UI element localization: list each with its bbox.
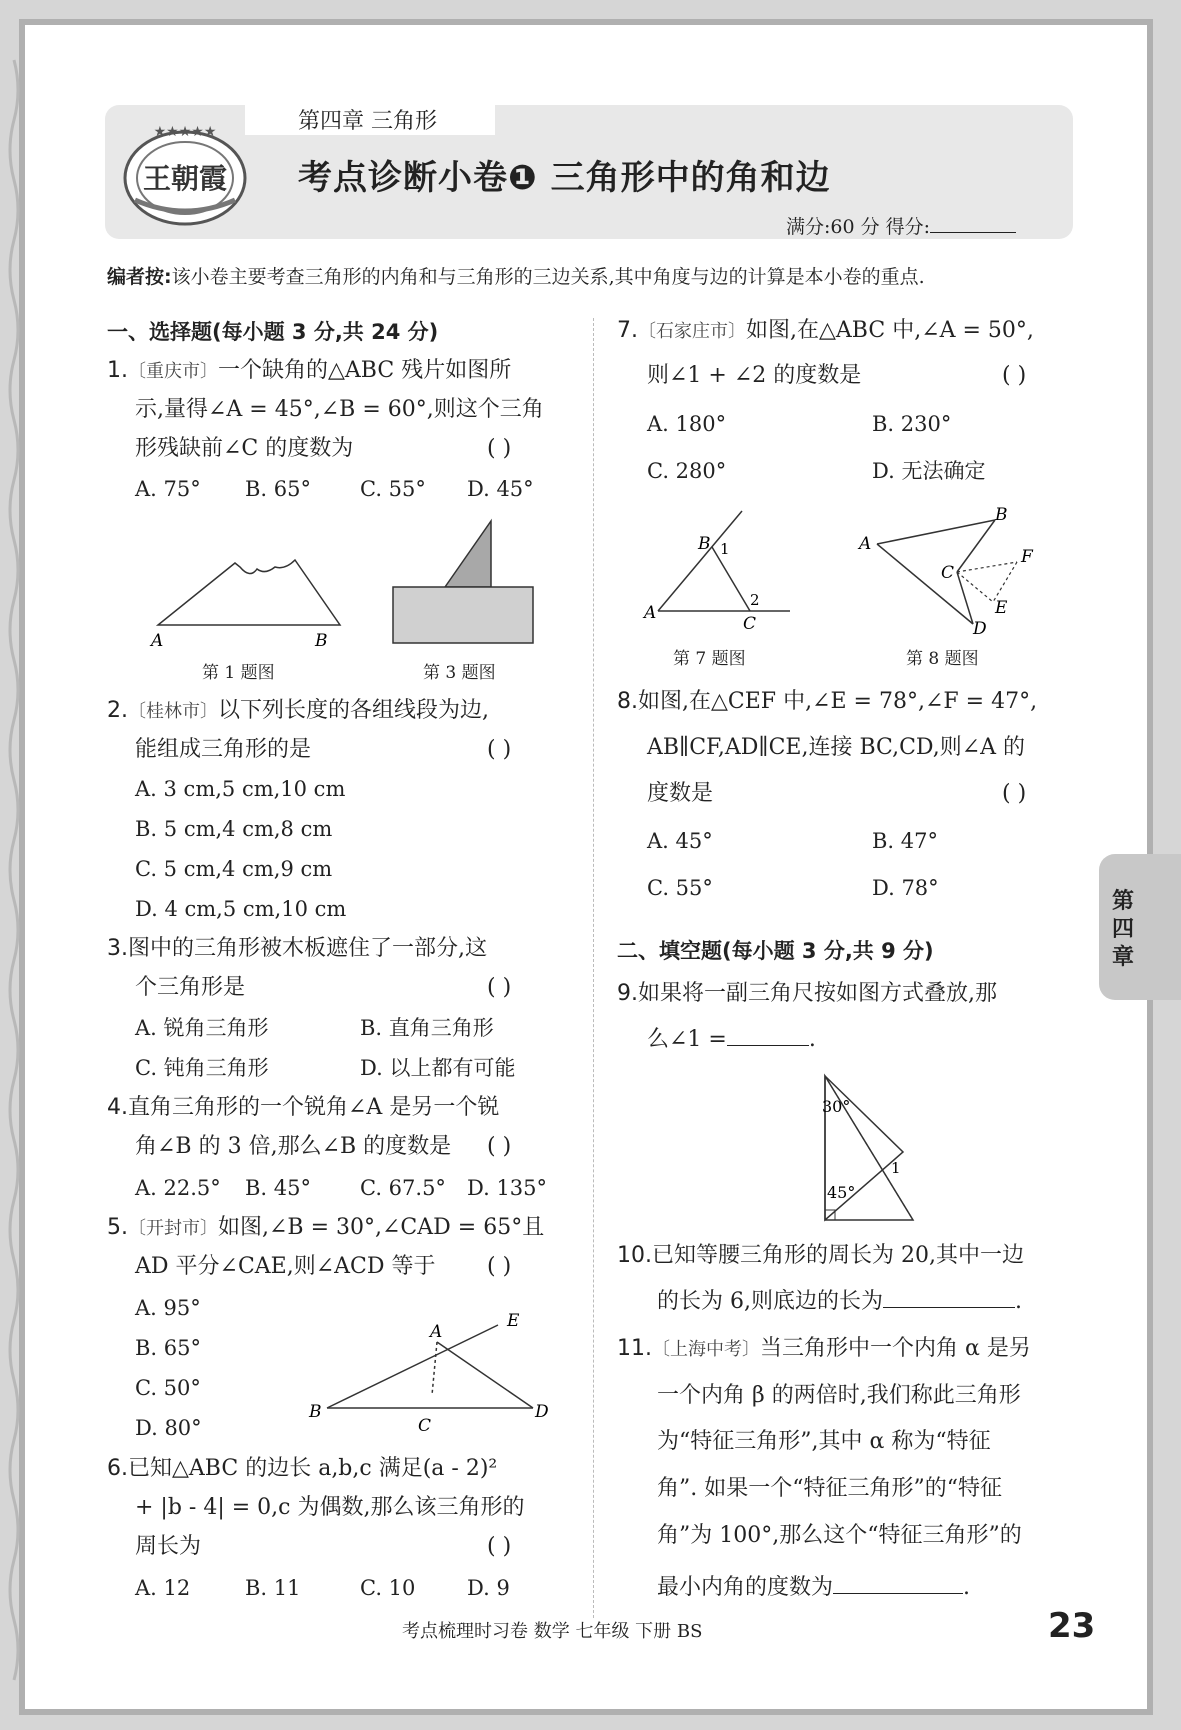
q1-option-b[interactable]: B. 65° — [245, 477, 312, 501]
section2-heading: 二、填空题(每小题 3 分,共 9 分) — [617, 939, 934, 963]
fig8-label-e: E — [995, 598, 1008, 618]
figure-5 — [305, 1295, 560, 1435]
score-label: 满分:60 分 得分: — [786, 210, 1016, 239]
q9-answer-blank[interactable] — [727, 1023, 809, 1046]
q11-line2: 一个内角 β 的两倍时,我们称此三角形 — [657, 1383, 1021, 1408]
q6-option-d[interactable]: D. 9 — [467, 1576, 510, 1600]
q5-option-a[interactable]: A. 95° — [135, 1296, 201, 1320]
fig8-label-f: F — [1021, 547, 1033, 567]
fig8-caption: 第 8 题图 — [906, 649, 979, 669]
q11-answer-blank[interactable] — [833, 1571, 963, 1594]
q1-line2: 示,量得∠A = 45°,∠B = 60°,则这个三角 — [135, 397, 544, 422]
q8-line1: 8.如图,在△CEF 中,∠E = 78°,∠F = 47°, — [617, 689, 1038, 714]
q6-option-a[interactable]: A. 12 — [135, 1576, 191, 1600]
q4-answer-paren[interactable]: ( ) — [487, 1134, 512, 1159]
q7-line1: 7.〔石家庄市〕如图,在△ABC 中,∠A = 50°, — [617, 318, 1034, 343]
q3-option-b[interactable]: B. 直角三角形 — [360, 1016, 494, 1040]
q7-option-b[interactable]: B. 230° — [872, 412, 952, 436]
q11-line3: 为“特征三角形”,其中 α 称为“特征 — [657, 1429, 991, 1454]
q3-option-a[interactable]: A. 锐角三角形 — [135, 1016, 269, 1040]
fig5-label-b: B — [309, 1402, 322, 1422]
column-divider — [593, 318, 594, 1618]
fig8-label-a: A — [859, 534, 872, 554]
q2-option-c[interactable]: C. 5 cm,4 cm,9 cm — [135, 857, 333, 881]
logo-text: 王朝霞 — [142, 162, 228, 195]
q11-line1: 11.〔上海中考〕当三角形中一个内角 α 是另 — [617, 1336, 1031, 1361]
figure-8 — [855, 502, 1050, 637]
q2-answer-paren[interactable]: ( ) — [487, 737, 512, 762]
fig7-label-1: 1 — [720, 540, 730, 558]
fig9-label-45: 45° — [827, 1183, 856, 1202]
q6-line2: + |b - 4| = 0,c 为偶数,那么该三角形的 — [135, 1495, 525, 1520]
q8-option-b[interactable]: B. 47° — [872, 829, 939, 853]
page-number: 23 — [1048, 1606, 1096, 1646]
q1-option-d[interactable]: D. 45° — [467, 477, 534, 501]
q5-line1: 5.〔开封市〕如图,∠B = 30°,∠CAD = 65°且 — [107, 1215, 545, 1240]
q7-option-d[interactable]: D. 无法确定 — [872, 459, 986, 483]
fig1-label-b: B — [315, 631, 328, 650]
q2-option-a[interactable]: A. 3 cm,5 cm,10 cm — [135, 777, 346, 801]
q7-option-a[interactable]: A. 180° — [647, 412, 727, 436]
q5-option-d[interactable]: D. 80° — [135, 1416, 202, 1440]
fig1-label-a: A — [151, 631, 164, 650]
q4-option-a[interactable]: A. 22.5° — [135, 1176, 221, 1200]
fig7-label-c: C — [743, 614, 757, 630]
q10-line2: 的长为 6,则底边的长为 . — [657, 1283, 1022, 1321]
fig8-label-d: D — [973, 619, 987, 637]
q9-line2: 么∠1 = . — [647, 1021, 816, 1059]
q5-option-c[interactable]: C. 50° — [135, 1376, 201, 1400]
q2-option-b[interactable]: B. 5 cm,4 cm,8 cm — [135, 817, 333, 841]
q3-line1: 3.图中的三角形被木板遮住了一部分,这 — [107, 936, 487, 961]
fig7-label-2: 2 — [750, 591, 760, 609]
q3-option-c[interactable]: C. 钝角三角形 — [135, 1056, 269, 1080]
q8-option-d[interactable]: D. 78° — [872, 876, 939, 900]
q10-answer-blank[interactable] — [883, 1285, 1015, 1308]
q3-option-d[interactable]: D. 以上都有可能 — [360, 1056, 516, 1080]
q2-line1: 2.〔桂林市〕以下列长度的各组线段为边, — [107, 698, 489, 723]
q5-option-b[interactable]: B. 65° — [135, 1336, 202, 1360]
fig8-label-c: C — [941, 563, 955, 583]
q8-option-c[interactable]: C. 55° — [647, 876, 713, 900]
q8-line2: AB∥CF,AD∥CE,连接 BC,CD,则∠A 的 — [647, 735, 1026, 760]
q7-option-c[interactable]: C. 280° — [647, 459, 727, 483]
page-title: 考点诊断小卷❶ 三角形中的角和边 — [298, 158, 831, 198]
figure-7 — [640, 505, 795, 630]
figure-9 — [815, 1070, 925, 1230]
q3-line2: 个三角形是 — [135, 975, 246, 1000]
section1-heading: 一、选择题(每小题 3 分,共 24 分) — [107, 320, 439, 344]
q11-line5: 角”为 100°,那么这个“特征三角形”的 — [657, 1523, 1022, 1548]
fig5-label-d: D — [535, 1402, 549, 1422]
q1-answer-paren[interactable]: ( ) — [487, 436, 512, 461]
fig5-label-e: E — [507, 1311, 520, 1331]
fig3-caption: 第 3 题图 — [423, 663, 496, 683]
q8-answer-paren[interactable]: ( ) — [1002, 781, 1027, 806]
q2-line2: 能组成三角形的是 — [135, 737, 312, 762]
fig7-label-b: B — [698, 534, 711, 554]
fig9-label-1: 1 — [891, 1159, 901, 1177]
q4-line2: 角∠B 的 3 倍,那么∠B 的度数是 — [135, 1134, 452, 1159]
q5-line2: AD 平分∠CAE,则∠ACD 等于 — [135, 1254, 436, 1279]
q10-line1: 10.已知等腰三角形的周长为 20,其中一边 — [617, 1243, 1024, 1268]
fig5-label-c: C — [418, 1416, 432, 1435]
q6-option-b[interactable]: B. 11 — [245, 1576, 301, 1600]
q1-option-c[interactable]: C. 55° — [360, 477, 426, 501]
q7-line2: 则∠1 + ∠2 的度数是 — [647, 363, 862, 388]
svg-text:★★★★★: ★★★★★ — [153, 124, 217, 140]
q1-option-a[interactable]: A. 75° — [135, 477, 201, 501]
fig9-label-30: 30° — [822, 1097, 851, 1116]
side-tab-label: 第 四 章 — [1112, 889, 1135, 970]
chapter-label: 第四章 三角形 — [298, 109, 437, 134]
q9-line1: 9.如果将一副三角尺按如图方式叠放,那 — [617, 981, 997, 1006]
editor-note: 编者按:该小卷主要考查三角形的内角和与三角形的三边关系,其中角度与边的计算是本小卷的重点. — [107, 266, 925, 288]
fig8-label-b: B — [995, 505, 1008, 525]
q1-line3: 形残缺前∠C 的度数为 — [135, 436, 354, 461]
q7-answer-paren[interactable]: ( ) — [1002, 363, 1027, 388]
q8-line3: 度数是 — [647, 781, 714, 806]
q6-line3: 周长为 — [135, 1534, 202, 1559]
q5-answer-paren[interactable]: ( ) — [487, 1254, 512, 1279]
q4-option-b[interactable]: B. 45° — [245, 1176, 312, 1200]
fig5-label-a: A — [430, 1322, 443, 1342]
fig7-caption: 第 7 题图 — [673, 649, 746, 669]
q11-line6: 最小内角的度数为 . — [657, 1569, 970, 1607]
score-blank[interactable] — [930, 210, 1016, 233]
q4-option-d[interactable]: D. 135° — [467, 1176, 548, 1200]
q2-option-d[interactable]: D. 4 cm,5 cm,10 cm — [135, 897, 347, 921]
q6-option-c[interactable]: C. 10 — [360, 1576, 416, 1600]
q6-line1: 6.已知△ABC 的边长 a,b,c 满足(a - 2)² — [107, 1456, 498, 1481]
q4-line1: 4.直角三角形的一个锐角∠A 是另一个锐 — [107, 1095, 500, 1120]
q3-answer-paren[interactable]: ( ) — [487, 975, 512, 1000]
q4-option-c[interactable]: C. 67.5° — [360, 1176, 446, 1200]
footer-text: 考点梳理时习卷 数学 七年级 下册 BS — [402, 1621, 703, 1642]
q8-option-a[interactable]: A. 45° — [647, 829, 713, 853]
q1-line1: 1.〔重庆市〕一个缺角的△ABC 残片如图所 — [107, 358, 512, 383]
q6-answer-paren[interactable]: ( ) — [487, 1534, 512, 1559]
figure-1 — [145, 545, 345, 650]
fig7-label-a: A — [644, 603, 657, 623]
publisher-logo — [115, 118, 255, 233]
fig1-caption: 第 1 题图 — [202, 663, 275, 683]
q11-line4: 角”. 如果一个“特征三角形”的“特征 — [657, 1476, 1002, 1501]
figure-3 — [385, 515, 535, 645]
